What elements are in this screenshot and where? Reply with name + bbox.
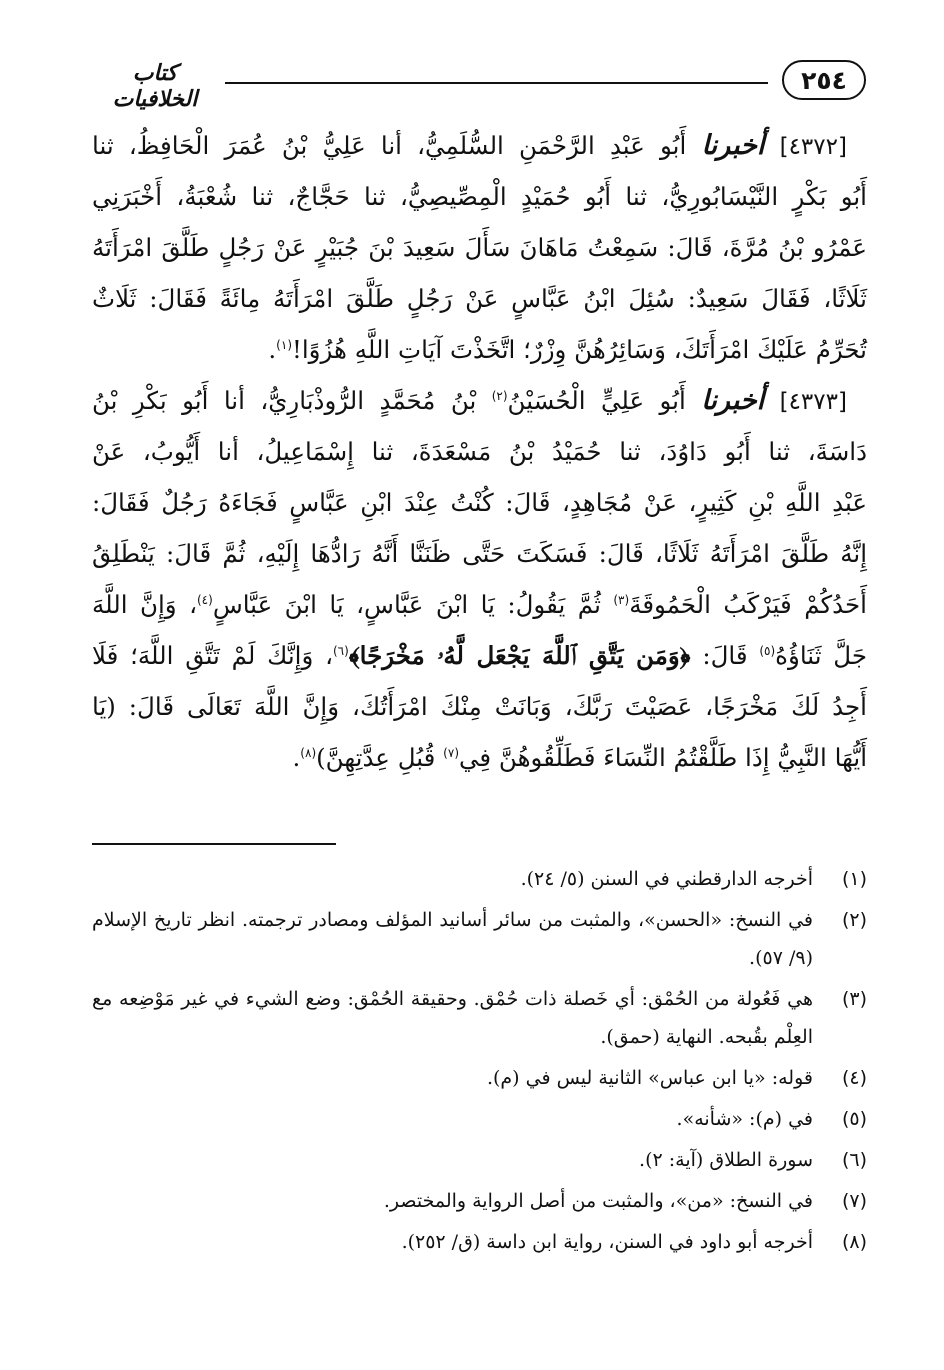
- line-text: ثُمَّ يَقُولُ: يَا ابْنَ عَبَّاسٍ، يَا ابْنَ عَبَّاسٍ: [212, 590, 601, 619]
- page-header: [90, 58, 866, 112]
- footnote-item: [92, 980, 867, 1056]
- line-text: عَمْرُو بْنُ مُرَّةَ، قَالَ: سَمِعْتُ مَاهَانَ سَأَلَ سَعِيدَ بْنَ جُبَيْرٍ عَنْ رَجُلٍ طَلَّقَ امْرَأَتَهُ: [92, 233, 867, 262]
- footnote-ref[interactable]: (٧): [443, 745, 459, 760]
- text-line: [92, 120, 867, 171]
- footnote-item: [92, 1141, 867, 1179]
- line-text: قَالَ:: [702, 641, 748, 670]
- hadith-4372: [92, 120, 867, 375]
- text-line: [92, 375, 867, 426]
- text-line: [92, 171, 867, 222]
- footnote-text: أخرجه الدارقطني في السنن (٥/ ٢٤).: [520, 868, 813, 890]
- text-line: [92, 630, 867, 681]
- footnote-number: (٣): [841, 988, 867, 1010]
- line-text: قُبُلِ عِدَّتِهِنَّ): [316, 743, 436, 772]
- line-text: أَبُو عَبْدِ الرَّحْمَنِ السُّلَمِيُّ، أنا عَلِيُّ بْنُ عُمَرَ الْحَافِظُ، ثنا: [92, 131, 687, 160]
- hadith-4373: [92, 375, 867, 783]
- footnote-ref[interactable]: (٣): [613, 592, 630, 607]
- text-line: [92, 477, 867, 528]
- footnote-ref[interactable]: (٢): [491, 388, 508, 403]
- line-text: ، وَإِنَّ اللَّهَ: [92, 590, 197, 619]
- line-text: ، وَإِنَّكَ لَمْ تَتَّقِ اللَّهَ؛ فَلَا: [92, 641, 333, 670]
- line-text: .: [292, 743, 301, 772]
- text-line: [92, 528, 867, 579]
- footnote-text: قوله: «يا ابن عباس» الثانية ليس في (م).: [486, 1067, 813, 1089]
- footnote-text: هي فَعُولة من الحُمْق: أي خَصلة ذات حُمْق. وحقيقة الحُمْق: وضع الشيء في غير مَوْضِعه مع العِلْم بقُبحه. النهاية (حمق).: [92, 988, 813, 1048]
- footnote-ref[interactable]: (٥): [759, 643, 776, 658]
- footnote-item: [92, 1100, 867, 1138]
- text-line: [92, 222, 867, 273]
- footnote-number: (٥): [841, 1108, 867, 1130]
- footnote-text: في النسخ: «الحسن»، والمثبت من سائر أسانيد المؤلف ومصادر ترجمته. انظر تاريخ الإسلام (٩/ ٥٧).: [92, 909, 813, 969]
- footnote-ref[interactable]: (٤): [196, 592, 213, 607]
- footnote-number: (٤): [841, 1067, 867, 1089]
- footnote-text: في (م): «شأنه».: [676, 1108, 813, 1130]
- footnote-text: أخرجه أبو داود في السنن، رواية ابن داسة (ق/ ٢٥٢).: [401, 1231, 813, 1253]
- line-text: أَحَدُكُمْ فَيَرْكَبُ الْحَمُوقَةَ: [629, 590, 867, 619]
- footnote-item: [92, 1182, 867, 1220]
- book-title: كتاب الخلافيات: [112, 60, 198, 112]
- hadith-number: [٤٣٧٣]: [779, 389, 847, 415]
- line-text: أَبُو عَلِيٍّ الْحُسَيْنُ: [507, 386, 686, 415]
- line-text: ثَلَاثًا، فَقَالَ سَعِيدٌ: سُئِلَ ابْنُ عَبَّاسٍ عَنْ رَجُلٍ طَلَّقَ امْرَأَتَهُ مِائَةً فَقَالَ: ثَلَاثٌ: [92, 284, 867, 313]
- hadith-number: [٤٣٧٢]: [779, 134, 847, 160]
- text-line: [92, 681, 867, 732]
- footnote-text: في النسخ: «من»، والمثبت من أصل الرواية والمختصر.: [383, 1190, 813, 1212]
- footnote-separator: [92, 843, 336, 845]
- line-text: بْنُ مُحَمَّدٍ الرُّوذْبَارِيُّ، أنا أَبُو بَكْرِ بْنُ: [92, 386, 477, 415]
- text-line: [92, 579, 867, 630]
- akhbarana-word: أخبرنا: [701, 385, 765, 416]
- footnote-ref[interactable]: (٨): [300, 745, 317, 760]
- footnote-number: (٢): [841, 909, 867, 931]
- line-text: أَيُّهَا النَّبِيُّ إِذَا طَلَّقْتُمُ النِّسَاءَ فَطَلِّقُوهُنَّ فِي: [459, 743, 867, 772]
- footnote-item: [92, 901, 867, 977]
- footnote-number: (٧): [841, 1190, 867, 1212]
- footnote-ref[interactable]: (١): [276, 337, 292, 352]
- footnote-item: [92, 860, 867, 898]
- footnote-ref[interactable]: (٦): [332, 643, 349, 658]
- text-line: [92, 324, 867, 375]
- text-line: [92, 426, 867, 477]
- footnote-item: [92, 1223, 867, 1261]
- line-text: دَاسَةَ، ثنا أَبُو دَاوُدَ، ثنا حُمَيْدُ بْنُ مَسْعَدَةَ، ثنا إِسْمَاعِيلُ، أنا أَيُّوبُ، عَنْ: [92, 437, 867, 466]
- line-text: إِنَّهُ طَلَّقَ امْرَأَتَهُ ثَلَاثًا، قَالَ: فَسَكَتَ حَتَّى ظَنَنَّا أَنَّهُ رَادُّهَا إِلَيْهِ، ثُمَّ قَالَ: يَنْطَلِقُ: [92, 539, 867, 568]
- footnote-number: (٦): [841, 1149, 867, 1171]
- footnote-item: [92, 1059, 867, 1097]
- header-rule: [225, 82, 768, 84]
- line-text: جَلَّ ثَنَاؤُهُ: [775, 641, 867, 670]
- line-text: عَبْدِ اللَّهِ بْنِ كَثِيرٍ، عَنْ مُجَاهِدٍ، قَالَ: كُنْتُ عِنْدَ ابْنِ عَبَّاسٍ فَجَاءَهُ رَجُلٌ فَقَالَ:: [92, 488, 867, 517]
- footnote-number: (١): [841, 868, 867, 890]
- line-text: .: [268, 335, 277, 364]
- quran-verse: ﴿وَمَن يَتَّقِ ٱللَّهَ يَجْعَل لَّهُۥ مَخْرَجًا﴾: [348, 641, 691, 670]
- line-text: أَبُو بَكْرٍ النَّيْسَابُورِيُّ، ثنا أَبُو حُمَيْدٍ الْمِصِّيصِيُّ، ثنا حَجَّاجٌ، ثنا شُعْبَةُ، أَخْبَرَنِي: [92, 182, 867, 211]
- text-line: [92, 273, 867, 324]
- page-number: ٢٥٤: [782, 60, 866, 100]
- footnote-text: سورة الطلاق (آية: ٢).: [639, 1149, 813, 1171]
- footnotes-list: [92, 860, 867, 1264]
- text-line: [92, 732, 867, 783]
- line-text: تُحَرِّمُ عَلَيْكَ امْرَأَتَكَ، وَسَائِرُهُنَّ وِزْرٌ؛ اتَّخَذْتَ آيَاتِ اللَّهِ هُزُوًا!: [292, 335, 867, 364]
- line-text: أَجِدُ لَكَ مَخْرَجًا، عَصَيْتَ رَبَّكَ، وَبَانَتْ مِنْكَ امْرَأَتُكَ، وَإِنَّ اللَّهَ تَعَالَى قَالَ: (يَا: [92, 692, 867, 721]
- footnote-number: (٨): [841, 1231, 867, 1253]
- akhbarana-word: أخبرنا: [701, 130, 765, 161]
- main-text: [92, 120, 867, 783]
